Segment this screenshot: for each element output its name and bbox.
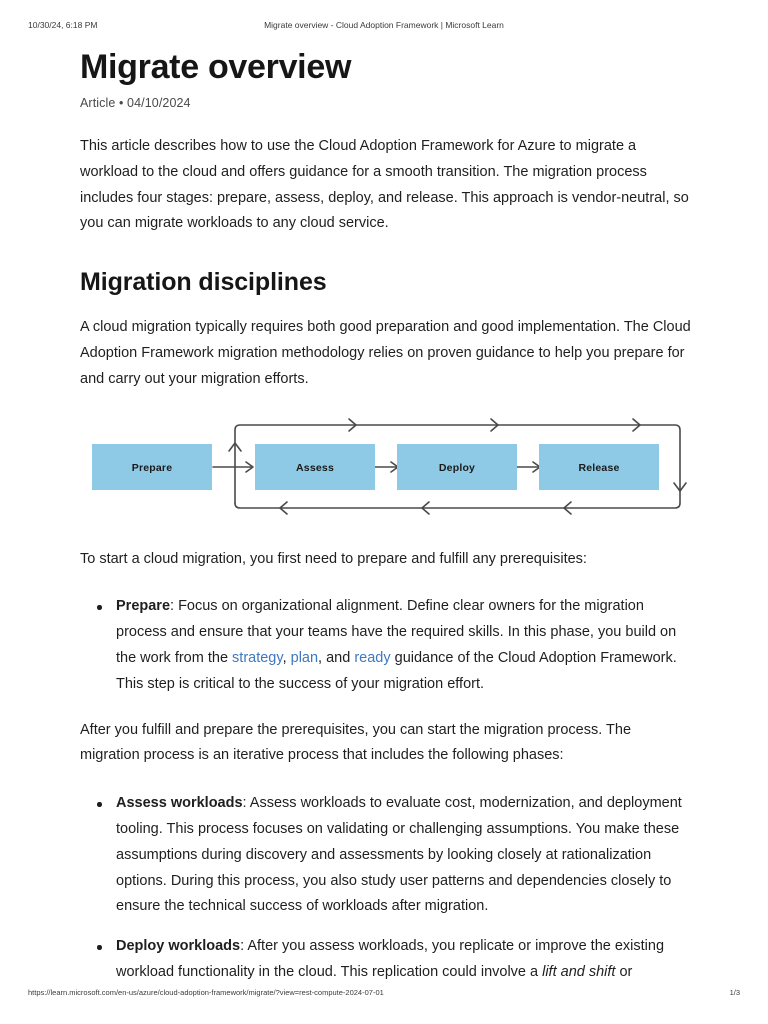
print-footer <box>0 988 768 1002</box>
bullet-text-prepare-2: guidance of the Cloud Adoption Framework. This step is critical to the success of your migration effort. <box>116 650 677 692</box>
bullet-sep-1: , <box>282 650 291 667</box>
section-intro-paragraph: A cloud migration typically requires both good preparation and good implementation. The Cloud Adoption Framework migration methodology relies on proven guidance to help you prepare for and carry out your migration efforts. <box>80 319 691 387</box>
link-plan[interactable]: plan <box>290 650 319 667</box>
migration-process-flow-diagram <box>80 415 692 521</box>
bullet-term-prepare: Prepare <box>116 598 171 615</box>
intro-paragraph: This article describes how to use the Cloud Adoption Framework for Azure to migrate a workload to the cloud and offers guidance for a smooth transition. The migration process includes four stages: prepare, assess, deploy, and release. This approach is vendor-neutral, so you can migrate workloads to any cloud service. <box>80 138 689 232</box>
bullet-term-assess-workloads: Assess workloads <box>116 795 243 812</box>
link-strategy[interactable]: strategy <box>232 650 283 667</box>
print-header <box>0 20 768 34</box>
after-diagram-paragraph: To start a cloud migration, you first need to prepare and fulfill any prerequisites: <box>80 550 587 567</box>
flow-label-deploy: Deploy <box>438 461 476 474</box>
bullet-text-deploy-2: or <box>615 964 633 981</box>
list-item-deploy-workloads <box>112 934 692 986</box>
prerequisites-bullet-list <box>80 594 692 697</box>
flow-label-release: Release <box>578 461 620 474</box>
bullet-text-assess-workloads: : Assess workloads to evaluate cost, modernization, and deployment tooling. This process focuses on validating or challenging assumptions. You make these assumptions during discovery and assessments by looking closely at rationalization options. During this process, you also study user patterns and dependencies closely to ensure the technical success of workloads after migration. <box>116 795 682 915</box>
list-item-prepare <box>112 594 692 697</box>
print-footer-url: https://learn.microsoft.com/en-us/azure/cloud-adoption-framework/migrate/?view=rest-compute-2024-07-01 <box>28 988 384 997</box>
flow-loop-bottom-path <box>235 491 680 508</box>
print-header-document-title: Migrate overview - Cloud Adoption Framework | Microsoft Learn <box>264 20 504 30</box>
print-header-timestamp: 10/30/24, 6:18 PM <box>28 20 98 30</box>
list-item-assess-workloads <box>112 791 692 920</box>
bullet-text-deploy-1: : After you assess workloads, you replicate or improve the existing workload functionality in the cloud. This replication could involve a <box>116 938 665 981</box>
flow-label-assess: Assess <box>296 461 334 474</box>
bullet-text-deploy-italic: lift and shift <box>542 964 616 981</box>
migration-process-paragraph: After you fulfill and prepare the prerequisites, you can start the migration process. The migration process is an iterative process that includes the following phases: <box>80 721 632 764</box>
page-title: Migrate overview <box>80 48 352 86</box>
section-heading-migration-disciplines: Migration disciplines <box>80 268 327 297</box>
article-byline: Article • 04/10/2024 <box>80 96 191 111</box>
link-ready[interactable]: ready <box>354 650 391 667</box>
phases-bullet-list <box>80 791 692 986</box>
article-body <box>80 48 692 1006</box>
bullet-sep-2: , and <box>318 650 355 667</box>
flow-label-prepare: Prepare <box>131 461 173 474</box>
bullet-term-deploy-workloads: Deploy workloads <box>116 938 241 955</box>
bullet-text-prepare-1: : Focus on organizational alignment. Define clear owners for the migration process and ensure that your teams have the required skills. In this phase, you build on the work from the <box>116 598 677 667</box>
print-footer-page-number: 1/3 <box>729 988 740 997</box>
